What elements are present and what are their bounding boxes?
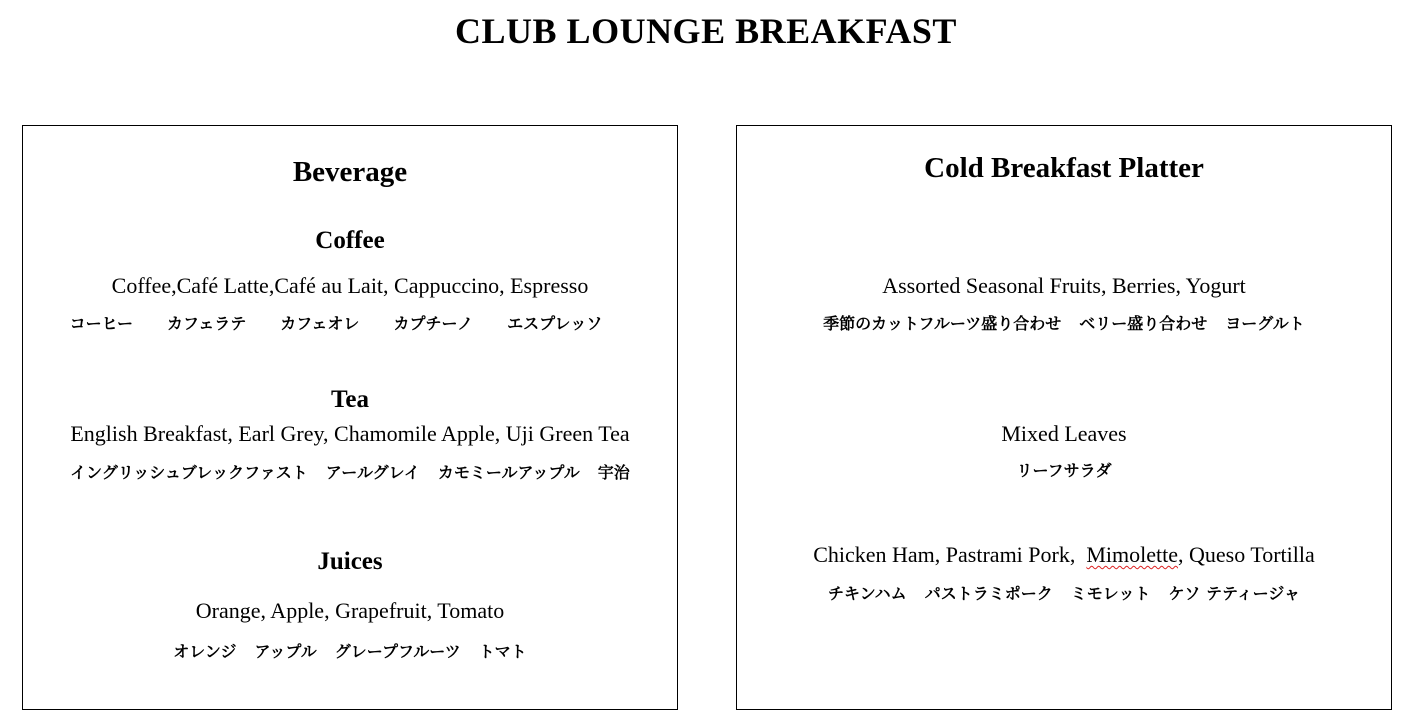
coffee-jp-item: コーヒー: [69, 314, 134, 333]
leaves-japanese: リーフサラダ: [1016, 461, 1112, 480]
tea-japanese-list: [23, 462, 677, 484]
tea-jp-item: カモミールアップル: [437, 463, 580, 482]
tea-jp-item: 宇治: [597, 463, 630, 482]
tea-jp-item: アールグレイ: [325, 463, 420, 482]
tea-jp-item: イングリッシュブレックファスト: [70, 463, 308, 482]
meats-jp-item: チキンハム: [827, 584, 907, 603]
meats-en-part: , Queso Tortilla: [1178, 542, 1315, 567]
fruits-jp-item: 季節のカットフルーツ盛り合わせ: [823, 314, 1062, 333]
page-title: CLUB LOUNGE BREAKFAST: [455, 11, 957, 51]
coffee-jp-item: カフェラテ: [167, 314, 247, 333]
juices-japanese-list: [23, 641, 677, 663]
fruits-english-list: Assorted Seasonal Fruits, Berries, Yogurt: [882, 273, 1246, 298]
meats-japanese-list: [737, 583, 1391, 605]
fruits-japanese-list: [737, 313, 1391, 335]
coffee-jp-item: カプチーノ: [393, 314, 474, 333]
tea-heading: Tea: [331, 386, 369, 413]
mimolette-spellcheck-word: Mimolette: [1086, 542, 1179, 567]
cold-platter-title: Cold Breakfast Platter: [924, 152, 1204, 184]
meats-jp-item: パストラミポーク: [924, 584, 1053, 603]
cold-platter-panel: [736, 125, 1392, 710]
juices-heading: Juices: [317, 548, 383, 575]
tea-english-list: English Breakfast, Earl Grey, Chamomile Apple, Uji Green Tea: [70, 421, 630, 446]
juices-jp-item: トマト: [478, 642, 527, 661]
meats-english-list: [737, 541, 1391, 569]
fruits-jp-item: ベリー盛り合わせ: [1079, 314, 1208, 333]
coffee-english-list: Coffee,Café Latte,Café au Lait, Cappuccino, Espresso: [111, 273, 589, 298]
coffee-heading: Coffee: [315, 227, 385, 254]
juices-jp-item: グレープフルーツ: [334, 642, 461, 661]
meats-jp-item: ミモレット: [1070, 584, 1151, 603]
meats-en-part: Chicken Ham, Pastrami Pork,: [813, 542, 1087, 567]
beverage-title: Beverage: [292, 156, 408, 188]
juices-jp-item: オレンジ: [173, 642, 237, 661]
juices-english-list: Orange, Apple, Grapefruit, Tomato: [195, 598, 505, 623]
beverage-panel: [22, 125, 678, 710]
meats-jp-item: ケソ テティージャ: [1168, 584, 1301, 603]
juices-jp-item: アップル: [254, 642, 317, 661]
coffee-jp-item: エスプレッソ: [507, 314, 603, 333]
leaves-english: Mixed Leaves: [1001, 421, 1127, 446]
coffee-japanese-list: [9, 313, 663, 335]
fruits-jp-item: ヨーグルト: [1225, 314, 1305, 333]
coffee-jp-item: カフェオレ: [280, 314, 360, 333]
